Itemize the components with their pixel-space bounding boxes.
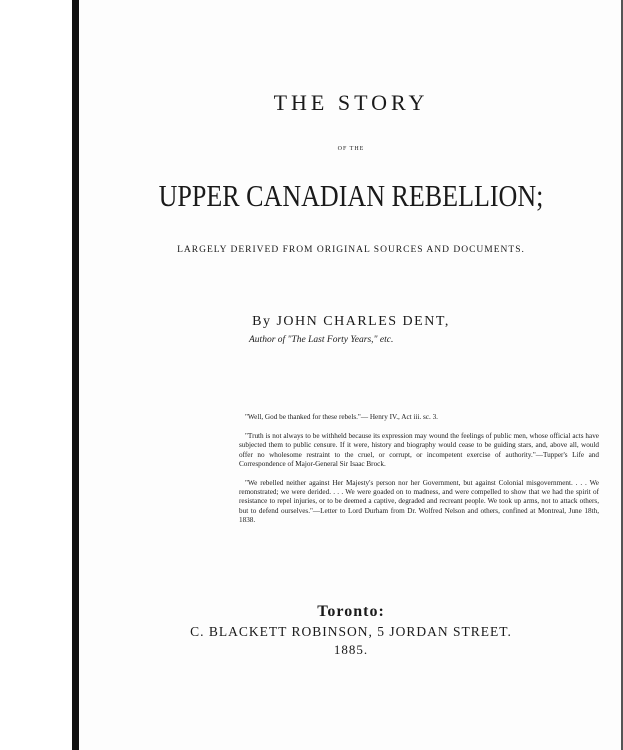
epigraphs: [239, 413, 599, 535]
author-line: [79, 314, 623, 330]
imprint-publisher: C. BLACKETT ROBINSON, 5 JORDAN STREET.: [190, 624, 512, 639]
title-page: [79, 0, 623, 750]
imprint-place: Toronto:: [317, 603, 385, 620]
scan-left-margin: [0, 0, 76, 750]
author-by: By: [252, 314, 272, 329]
author-note: Author of "The Last Forty Years," etc.: [249, 335, 394, 345]
title-line-1: THE STORY: [273, 90, 429, 115]
epigraph: "Truth is not always to be withheld because its expression may wound the feelings of public men, whose official acts have subjected them to public censure. If it were, history and biography would cease to be guiding stars, and, above all, would offer no wholesome restraint to the cruel, or corrupt, or incompetent exercise of authority."—Tupper's Life and Correspondence of Major-General Sir Isaac Brock.: [239, 432, 599, 468]
main-title: UPPER CANADIAN REBELLION;: [158, 178, 544, 213]
epigraph: "We rebelled neither against Her Majesty's person nor her Government, but against Colonial misgovernment. . . . We remonstrated; we were derided. . . . We were goaded on to madness, and were compelled to show that we had the spirit of resistance to repel injuries, or to be deemed a captive, degraded and recreant people. We took up arms, not to attack others, but to defend ourselves."—Letter to Lord Durham from Dr. Wolfred Nelson and others, confined at Montreal, June 18th, 1838.: [239, 479, 599, 524]
subtitle: LARGELY DERIVED FROM ORIGINAL SOURCES AND DOCUMENTS.: [177, 245, 525, 255]
epigraph: "Well, God be thanked for these rebels."— Henry IV., Act iii. sc. 3.: [245, 413, 438, 421]
author-name: JOHN CHARLES DENT,: [276, 314, 450, 329]
book-spine-edge: [72, 0, 79, 750]
imprint-year: 1885.: [333, 642, 369, 657]
title-line-2: OF THE: [337, 146, 365, 152]
